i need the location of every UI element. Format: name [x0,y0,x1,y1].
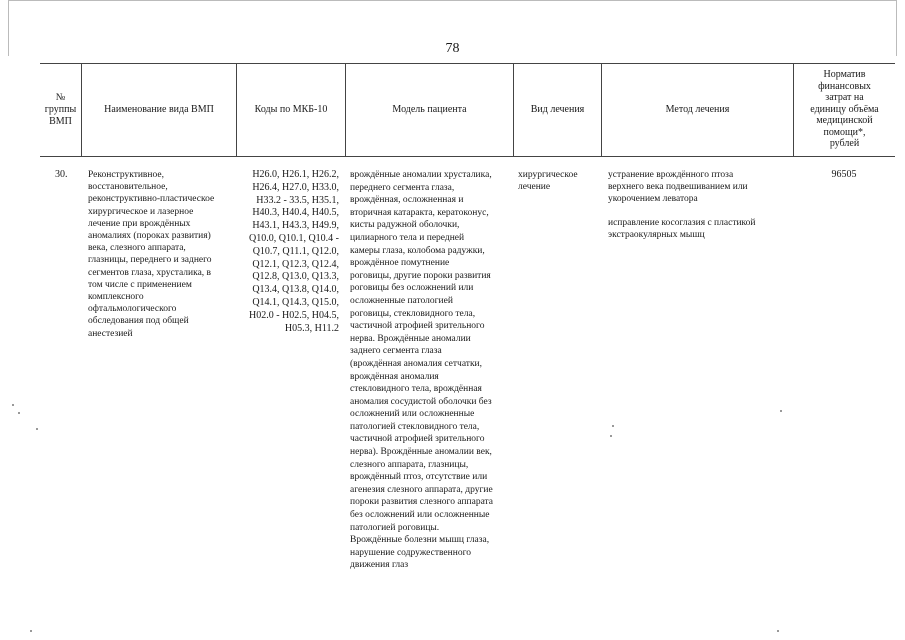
text-line: лечение [518,182,551,193]
text-line: цилиарного тела и передней [350,232,465,243]
text-line: Q12.8, Q13.0, Q13.3, [252,271,339,283]
text-line: исправление косоглазия с пластикой [608,217,756,228]
text-line: слезного аппарата, глазницы, [350,459,469,470]
text-line: частичной атрофией зрительного [350,321,485,332]
text-line: анестезией [88,328,133,339]
header-text: ВМП [49,115,72,127]
text-line: экстраокулярных мышц [608,229,705,240]
text-line: роговицы, стекловидного тела, [350,308,476,319]
header-text: № [55,91,66,103]
scan-frame-top [8,0,897,1]
page-number: 78 [445,41,460,56]
header-patient-model [346,63,513,156]
text-line: нерва). Врождённые аномалии век, [350,447,492,458]
text-line: Q14.1, Q14.3, Q15.0, [252,296,339,308]
text-line: (врождённая аномалия сетчатки, [350,358,483,369]
text-line: обследования под общей [88,316,189,327]
text-line: аномалия сосудистой оболочки без [350,396,492,407]
text-line: устранение врождённого птоза [608,170,734,180]
row-group-number: 30. [55,169,68,180]
header-text: рублей [829,138,860,150]
header-vmp-name [82,63,236,156]
text-line: нарушение содружественного [350,547,471,558]
text-line: Врождённые болезни мышц глаза, [350,535,490,546]
header-text: затрат на [825,92,864,104]
text-line: аномалиях (пороках развития) [88,231,211,242]
text-line: H05.3, H11.2 [284,322,339,334]
text-line: H26.0, H26.1, H26.2, [252,169,339,180]
text-line: камеры глаза, колобома радужки, [350,245,485,256]
header-treatment-method [602,63,793,156]
row-icd-codes [237,169,339,335]
text-line: комплексного [88,292,144,303]
text-line: врождённый птоз, отсутствие или [350,472,488,483]
scan-speck [612,425,614,427]
text-line: лечение при врождённых [88,218,191,229]
text-line: том числе с применением [88,279,192,290]
scan-speck [18,412,20,414]
header-text: Вид лечения [530,103,585,115]
text-line: века, слезного аппарата, [88,243,186,254]
text-line: хирургическое и лазерное [88,206,194,217]
table-header-bottom-rule [40,156,895,157]
text-line: врождённые аномалии хрусталика, [350,170,492,180]
text-line: осложнений или осложненные [350,409,475,420]
text-line: офтальмологического [88,304,177,315]
scan-speck [12,404,14,406]
text-line: глазницы, переднего и заднего [88,255,212,266]
text-line: агенезия слезного аппарата, другие [350,484,493,495]
text-line: заднего сегмента глаза [350,346,442,357]
text-line: без осложнений или осложненные [350,510,490,521]
text-line: частичной атрофией зрительного [350,434,485,445]
text-line: нерва. Врождённые аномалии [350,333,471,344]
text-line: переднего сегмента глаза, [350,182,455,193]
row-vmp-name [88,169,234,340]
text-line: Q10.7, Q11.1, Q12.0, [252,245,339,257]
header-text: помощи*, [823,126,866,138]
text-line: осложненные патологией [350,295,453,306]
text-line: врождённая, осложненная и [350,195,464,206]
row-treatment-method [608,169,792,241]
text-line: H33.2 - 33.5, H35.1, [256,194,339,206]
header-group-number [40,63,81,156]
text-line: сегментов глаза, хрусталика, в [88,267,212,278]
scan-speck [780,410,782,412]
header-text: Метод лечения [665,103,730,115]
text-line: укорочением леватора [608,194,698,205]
header-treatment-type [514,63,601,156]
header-text: финансовых [818,80,871,92]
method-item [608,217,792,241]
text-line: реконструктивно-пластическое [88,194,215,205]
header-icd-codes [237,63,345,156]
row-treatment-type [518,169,600,193]
text-line: восстановительное, [88,182,168,193]
text-line: хирургическое [518,170,578,180]
text-line: Q12.1, Q12.3, Q12.4, [252,258,339,270]
text-line: врождённое помутнение [350,258,450,269]
scan-speck [610,435,612,437]
method-item [608,169,792,206]
text-line: стекловидного тела, врождённая [350,384,482,395]
text-line: патологией стекловидного тела, [350,421,480,432]
scan-speck [30,630,32,632]
header-text: Модель пациента [392,103,467,115]
text-line: Q10.0, Q10.1, Q10.4 - [249,232,339,244]
text-line: Реконструктивное, [88,170,164,180]
row-financial-norm: 96505 [831,169,857,180]
text-line: H40.3, H40.4, H40.5, [252,207,339,219]
text-line: роговицы, другие пороки развития [350,270,491,281]
header-text: Наименование вида ВМП [104,103,214,115]
header-text: Коды по МКБ-10 [254,103,328,115]
text-line: H02.0 - H02.5, H04.5, [249,309,339,321]
header-text: единицу объёма [810,103,879,115]
header-text: группы [44,103,77,115]
scan-speck [777,630,779,632]
text-line: патологией роговицы. [350,522,440,533]
header-text: медицинской [816,115,873,127]
text-line: вторичная катаракта, кератоконус, [350,207,489,218]
text-line: Q13.4, Q13.8, Q14.0, [252,284,339,296]
text-line: врождённая аномалия [350,371,439,382]
row-patient-model [350,169,512,572]
text-line: роговицы без осложнений или [350,283,474,294]
text-line: верхнего века подвешиванием или [608,182,748,193]
text-line: H26.4, H27.0, H33.0, [252,181,339,193]
header-financial-norm [794,63,895,156]
text-line: кисты радужной оболочки, [350,220,460,231]
text-line: движения глаз [350,560,409,571]
text-line: H43.1, H43.3, H49.9, [252,220,339,232]
text-line: пороки развития слезного аппарата [350,497,494,508]
scan-speck [36,428,38,430]
header-text: Норматив [823,69,866,81]
